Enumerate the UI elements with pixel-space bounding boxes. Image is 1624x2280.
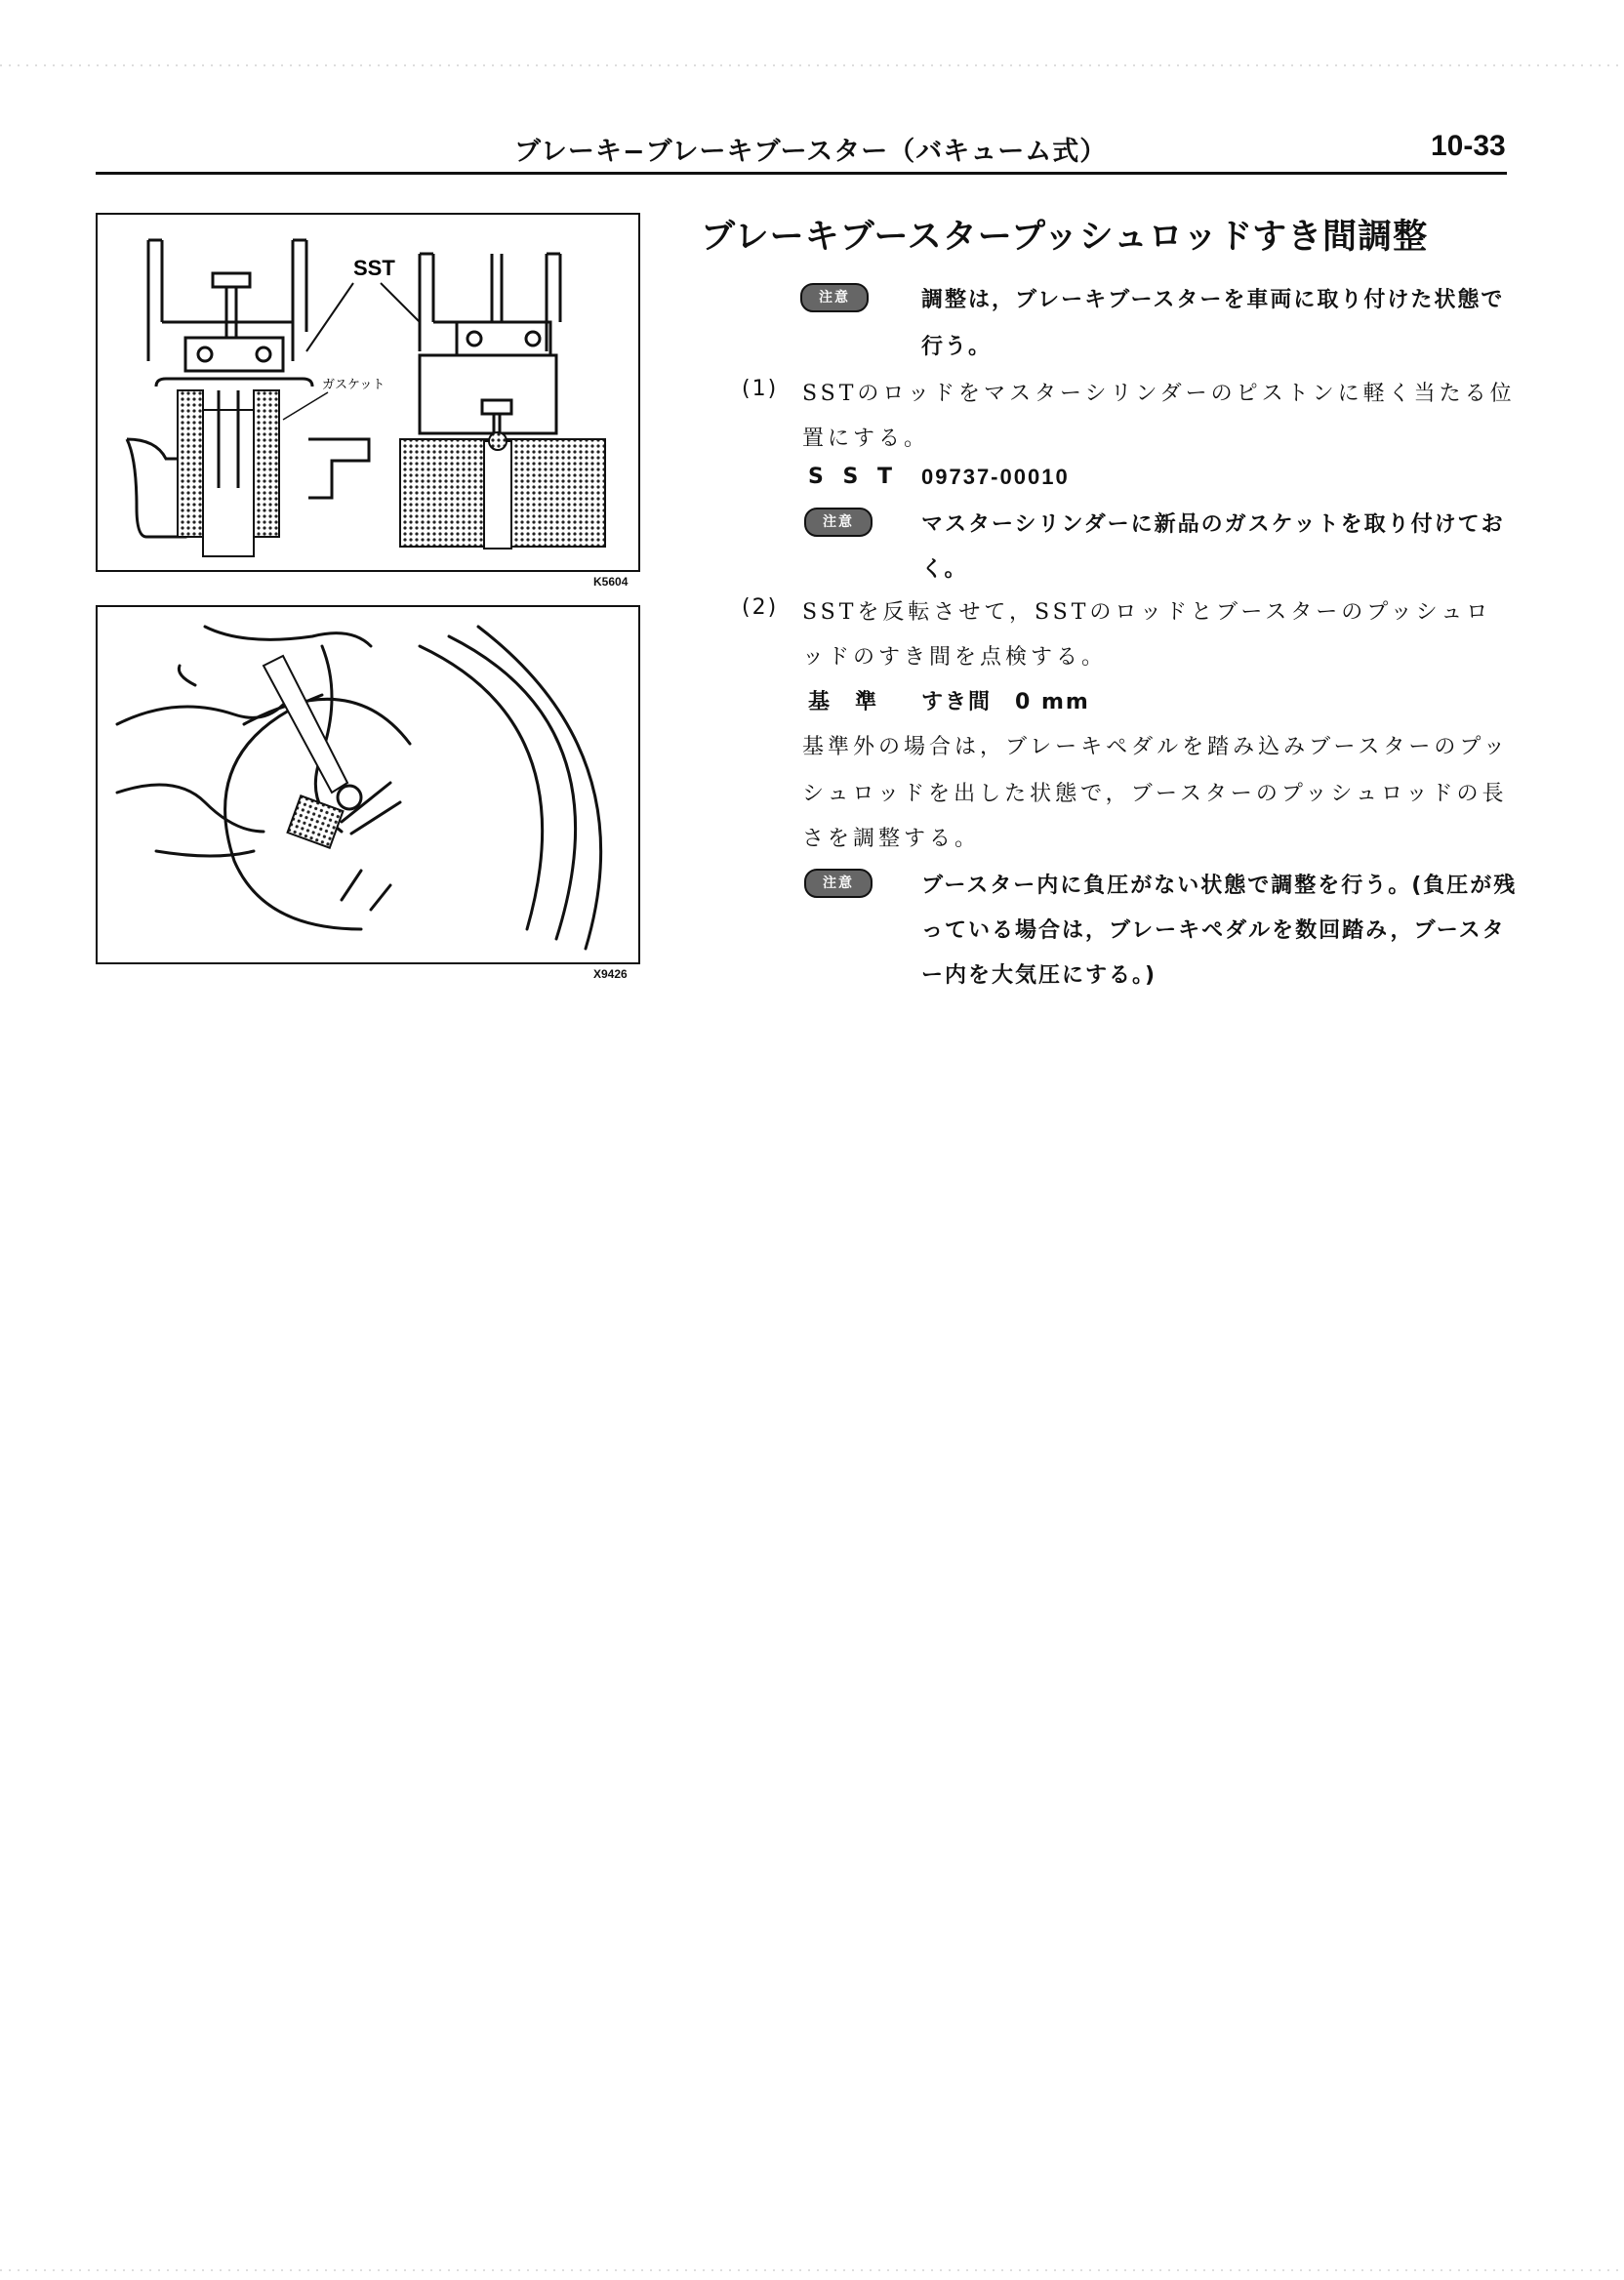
step-1-line-2: 置にする。 [802,427,930,451]
figure-clearance-check [96,605,640,964]
label-gasket: ガスケット [322,378,386,392]
step-2-note-line-1: ブースター内に負圧がない状態で調整を行う。(負圧が残 [921,874,1518,898]
note-badge-step-2: 注意 [804,869,873,898]
figure-sst-diagram [96,213,640,572]
sst-diagram-illustration [98,215,638,570]
figure-code-x9426: X9426 [593,967,628,981]
step-2-line-1: SSTを反転させて，SSTのロッドとブースターのプッシュロ [802,600,1492,625]
step-1-number: (1) [742,377,779,401]
scan-speckle-top [0,64,1624,66]
step-2-line-2: ッドのすき間を点検する。 [802,645,1108,670]
note-badge-step-1: 注意 [804,508,873,537]
step-1-note-line-2: く。 [921,557,968,582]
step-2-standard-value: すき間 0 mm [921,690,1090,714]
intro-note-line-2: 行う。 [921,335,993,359]
scan-speckle-bottom [0,2269,1624,2271]
header-rule [96,172,1507,175]
step-2-note-line-3: ー内を大気圧にする。) [921,963,1157,988]
step-2-extra-line-2: シュロッドを出した状態で，ブースターのプッシュロッドの長 [802,782,1508,806]
section-title: ブレーキブースタープッシュロッドすき間調整 [701,218,1429,257]
step-2-number: (2) [742,595,779,620]
page-header-title: ブレーキ−ブレーキブースター（バキューム式） [514,137,1108,167]
step-1-sst-label: S S T [808,465,899,489]
note-badge-intro: 注意 [800,283,869,312]
step-1-note-line-1: マスターシリンダーに新品のガスケットを取り付けてお [921,512,1505,537]
step-1-sst-value: 09737-00010 [921,465,1070,489]
page-number: 10-33 [1431,130,1506,162]
figure-code-k5604: K5604 [593,575,629,589]
step-2-extra-line-3: さを調整する。 [802,827,981,851]
intro-note-line-1: 調整は，ブレーキブースターを車両に取り付けた状態で [921,288,1505,312]
clearance-check-illustration [98,607,638,962]
step-2-extra-line-1: 基準外の場合は，ブレーキペダルを踏み込みブースターのプッ [802,735,1509,759]
step-2-standard-label: 基 準 [808,690,879,714]
step-1-line-1: SSTのロッドをマスターシリンダーのピストンに軽く当たる位 [802,382,1516,406]
step-2-note-line-2: っている場合は，ブレーキペダルを数回踏み，ブースタ [921,918,1506,943]
label-sst: SST [353,256,395,280]
